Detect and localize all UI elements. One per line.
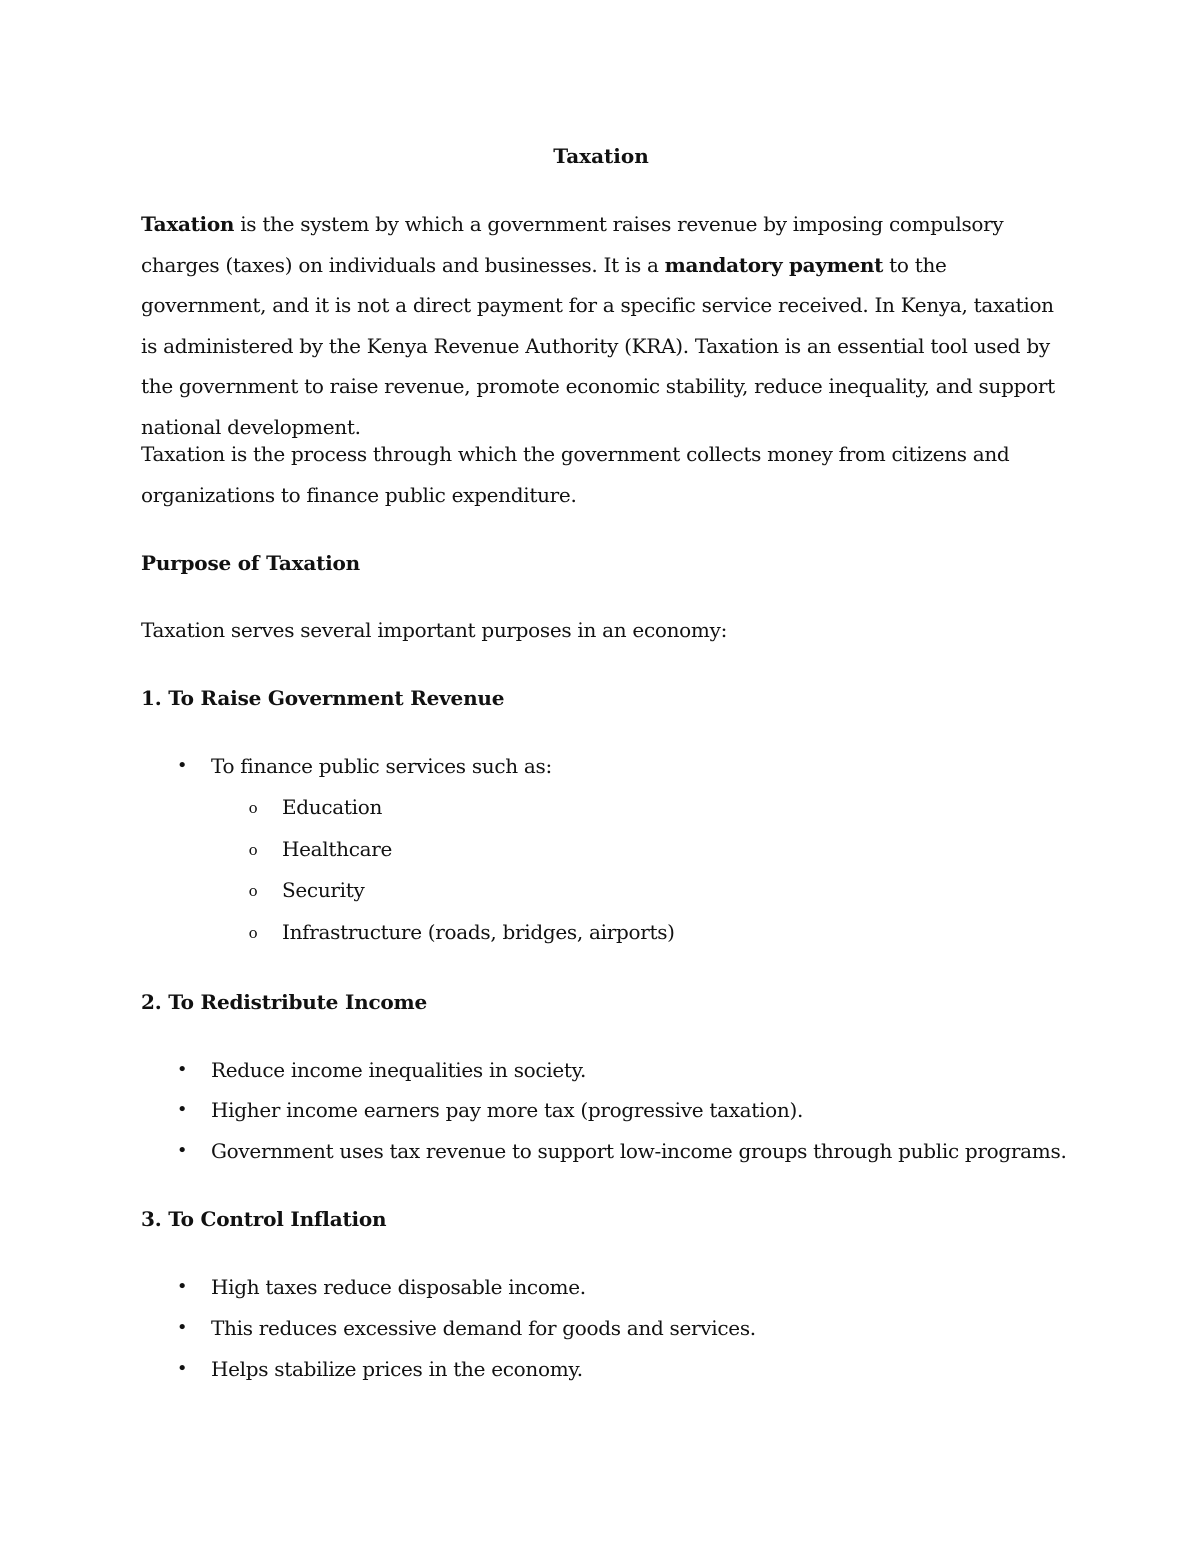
sub-bullet-icon: o bbox=[248, 924, 258, 942]
document-title: Taxation bbox=[553, 144, 649, 168]
list-item-text: Helps stabilize prices in the economy. bbox=[211, 1357, 583, 1381]
sub-list-item-text: Security bbox=[282, 878, 365, 902]
bullet-icon: • bbox=[176, 1276, 188, 1297]
sub-list-item-text: Infrastructure (roads, bridges, airports) bbox=[282, 920, 675, 944]
list-item-text: This reduces excessive demand for goods and services. bbox=[211, 1316, 756, 1340]
intro-text-part1: is the system by which a government raises revenue by imposing compulsory charges (taxes) on individuals and businesses. It is a bbox=[141, 212, 1004, 277]
bullet-icon: • bbox=[176, 1358, 188, 1379]
definition-paragraph: Taxation is the process through which the government collects money from citizens and organizations to finance public expenditure. bbox=[141, 442, 1010, 507]
sub-bullet-icon: o bbox=[248, 799, 258, 817]
list-item-text: To finance public services such as: bbox=[211, 754, 552, 778]
bullet-icon: • bbox=[176, 1317, 188, 1338]
section-heading: 2. To Redistribute Income bbox=[141, 990, 428, 1014]
list-item-text: High taxes reduce disposable income. bbox=[211, 1275, 586, 1299]
sub-bullet-icon: o bbox=[248, 841, 258, 859]
bullet-icon: • bbox=[176, 1099, 188, 1120]
list-item-text: Higher income earners pay more tax (progressive taxation). bbox=[211, 1098, 804, 1122]
sub-bullet-icon: o bbox=[248, 882, 258, 900]
section-heading: 1. To Raise Government Revenue bbox=[141, 686, 505, 710]
intro-text-part2: to the government, and it is not a direct payment for a specific service received. In Kenya, taxation is administered by the Kenya Revenue Authority (KRA). Taxation is an essential tool used by the government to raise revenue, promote economic stability, reduce inequality, and support national development. bbox=[141, 252, 1055, 439]
bullet-icon: • bbox=[176, 1140, 188, 1161]
sub-list-item-text: Education bbox=[282, 795, 383, 819]
list-item-text: Government uses tax revenue to support low-income groups through public programs. bbox=[211, 1139, 1067, 1163]
purpose-heading: Purpose of Taxation bbox=[141, 551, 361, 575]
bullet-icon: • bbox=[176, 755, 188, 776]
intro-paragraph bbox=[141, 204, 1061, 447]
bullet-icon: • bbox=[176, 1059, 188, 1080]
sub-list-item-text: Healthcare bbox=[282, 837, 393, 861]
intro-emphasis: mandatory payment bbox=[664, 252, 884, 277]
list-item-text: Reduce income inequalities in society. bbox=[211, 1058, 587, 1082]
section-heading: 3. To Control Inflation bbox=[141, 1207, 387, 1231]
intro-term: Taxation bbox=[141, 212, 235, 236]
purpose-intro: Taxation serves several important purposes in an economy: bbox=[141, 618, 728, 642]
